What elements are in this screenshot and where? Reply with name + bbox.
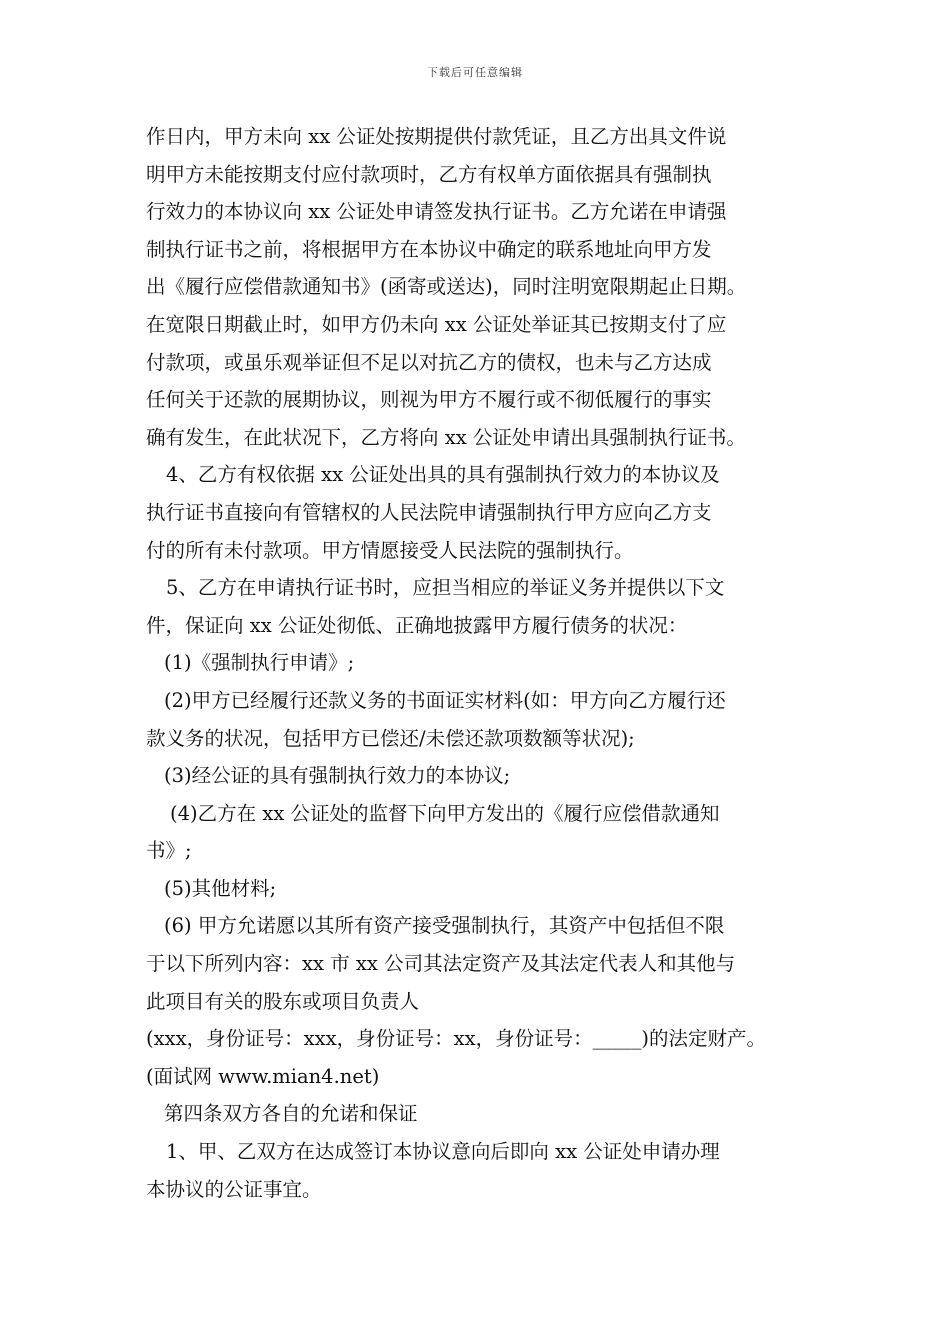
clause-5-line: 5、乙方在申请执行证书时，应担当相应的举证义务并提供以下文 [166, 576, 725, 600]
body-line: 在宽限日期截止时，如甲方仍未向 xx 公证处举证其已按期支付了应 [146, 312, 727, 336]
list-item-2: (2)甲方已经履行还款义务的书面证实材料(如：甲方向乙方履行还 [164, 688, 726, 712]
list-item-6: (6) 甲方允诺愿以其所有资产接受强制执行，其资产中包括但不限 [164, 914, 725, 938]
list-item-3: (3)经公证的具有强制执行效力的本协议; [164, 764, 511, 788]
body-line: 付款项，或虽乐观举证但不足以对抗乙方的债权，也未与乙方达成 [146, 350, 712, 374]
body-line: 出《履行应偿借款通知书》(函寄或送达)，同时注明宽限期起止日期。 [146, 275, 747, 299]
body-line: 制执行证书之前，将根据甲方在本协议中确定的联系地址向甲方发 [146, 237, 712, 261]
body-line: 任何关于还款的展期协议，则视为甲方不履行或不彻低履行的事实 [146, 388, 712, 412]
body-line: 件，保证向 xx 公证处彻低、正确地披露甲方履行债务的状况： [146, 613, 688, 637]
document-body [146, 118, 818, 1208]
body-line: 款义务的状况，包括甲方已偿还/未偿还款项数额等状况); [146, 726, 635, 750]
list-item-1: (1)《强制执行申请》; [164, 651, 355, 675]
source-note: (面试网 www.mian4.net) [146, 1064, 380, 1088]
body-line: 于以下所列内容：xx 市 xx 公司其法定资产及其法定代表人和其他与 [146, 952, 736, 976]
body-line: 作日内，甲方未向 xx 公证处按期提供付款凭证，且乙方出具文件说 [146, 125, 727, 148]
body-line: 行效力的本协议向 xx 公证处申请签发执行证书。乙方允诺在申请强 [146, 200, 727, 224]
body-line: 确有发生，在此状况下，乙方将向 xx 公证处申请出具强制执行证书。 [146, 425, 746, 449]
list-item-4: (4)乙方在 xx 公证处的监督下向甲方发出的《履行应偿借款通知 [170, 801, 720, 825]
body-line: 付的所有未付款项。甲方情愿接受人民法院的强制执行。 [146, 538, 634, 562]
body-line: 明甲方未能按期支付应付款项时，乙方有权单方面依据具有强制执 [146, 162, 712, 186]
body-line: 本协议的公证事宜。 [146, 1177, 322, 1201]
page-header: 下载后可任意编辑 [427, 66, 523, 79]
list-item-5: (5)其他材料; [164, 876, 277, 900]
article-4-clause-1: 1、甲、乙双方在达成签订本协议意向后即向 xx 公证处申请办理 [166, 1140, 720, 1164]
body-line: 书》; [146, 839, 192, 863]
body-line: (xxx，身份证号：xxx，身份证号：xx，身份证号：_____)的法定财产。 [146, 1027, 766, 1051]
clause-4-line: 4、乙方有权依据 xx 公证处出具的具有强制执行效力的本协议及 [166, 463, 720, 487]
body-line: 执行证书直接向有管辖权的人民法院申请强制执行甲方应向乙方支 [146, 500, 712, 524]
body-line: 此项目有关的股东或项目负责人 [146, 989, 420, 1013]
article-4-heading: 第四条双方各自的允诺和保证 [164, 1102, 418, 1126]
